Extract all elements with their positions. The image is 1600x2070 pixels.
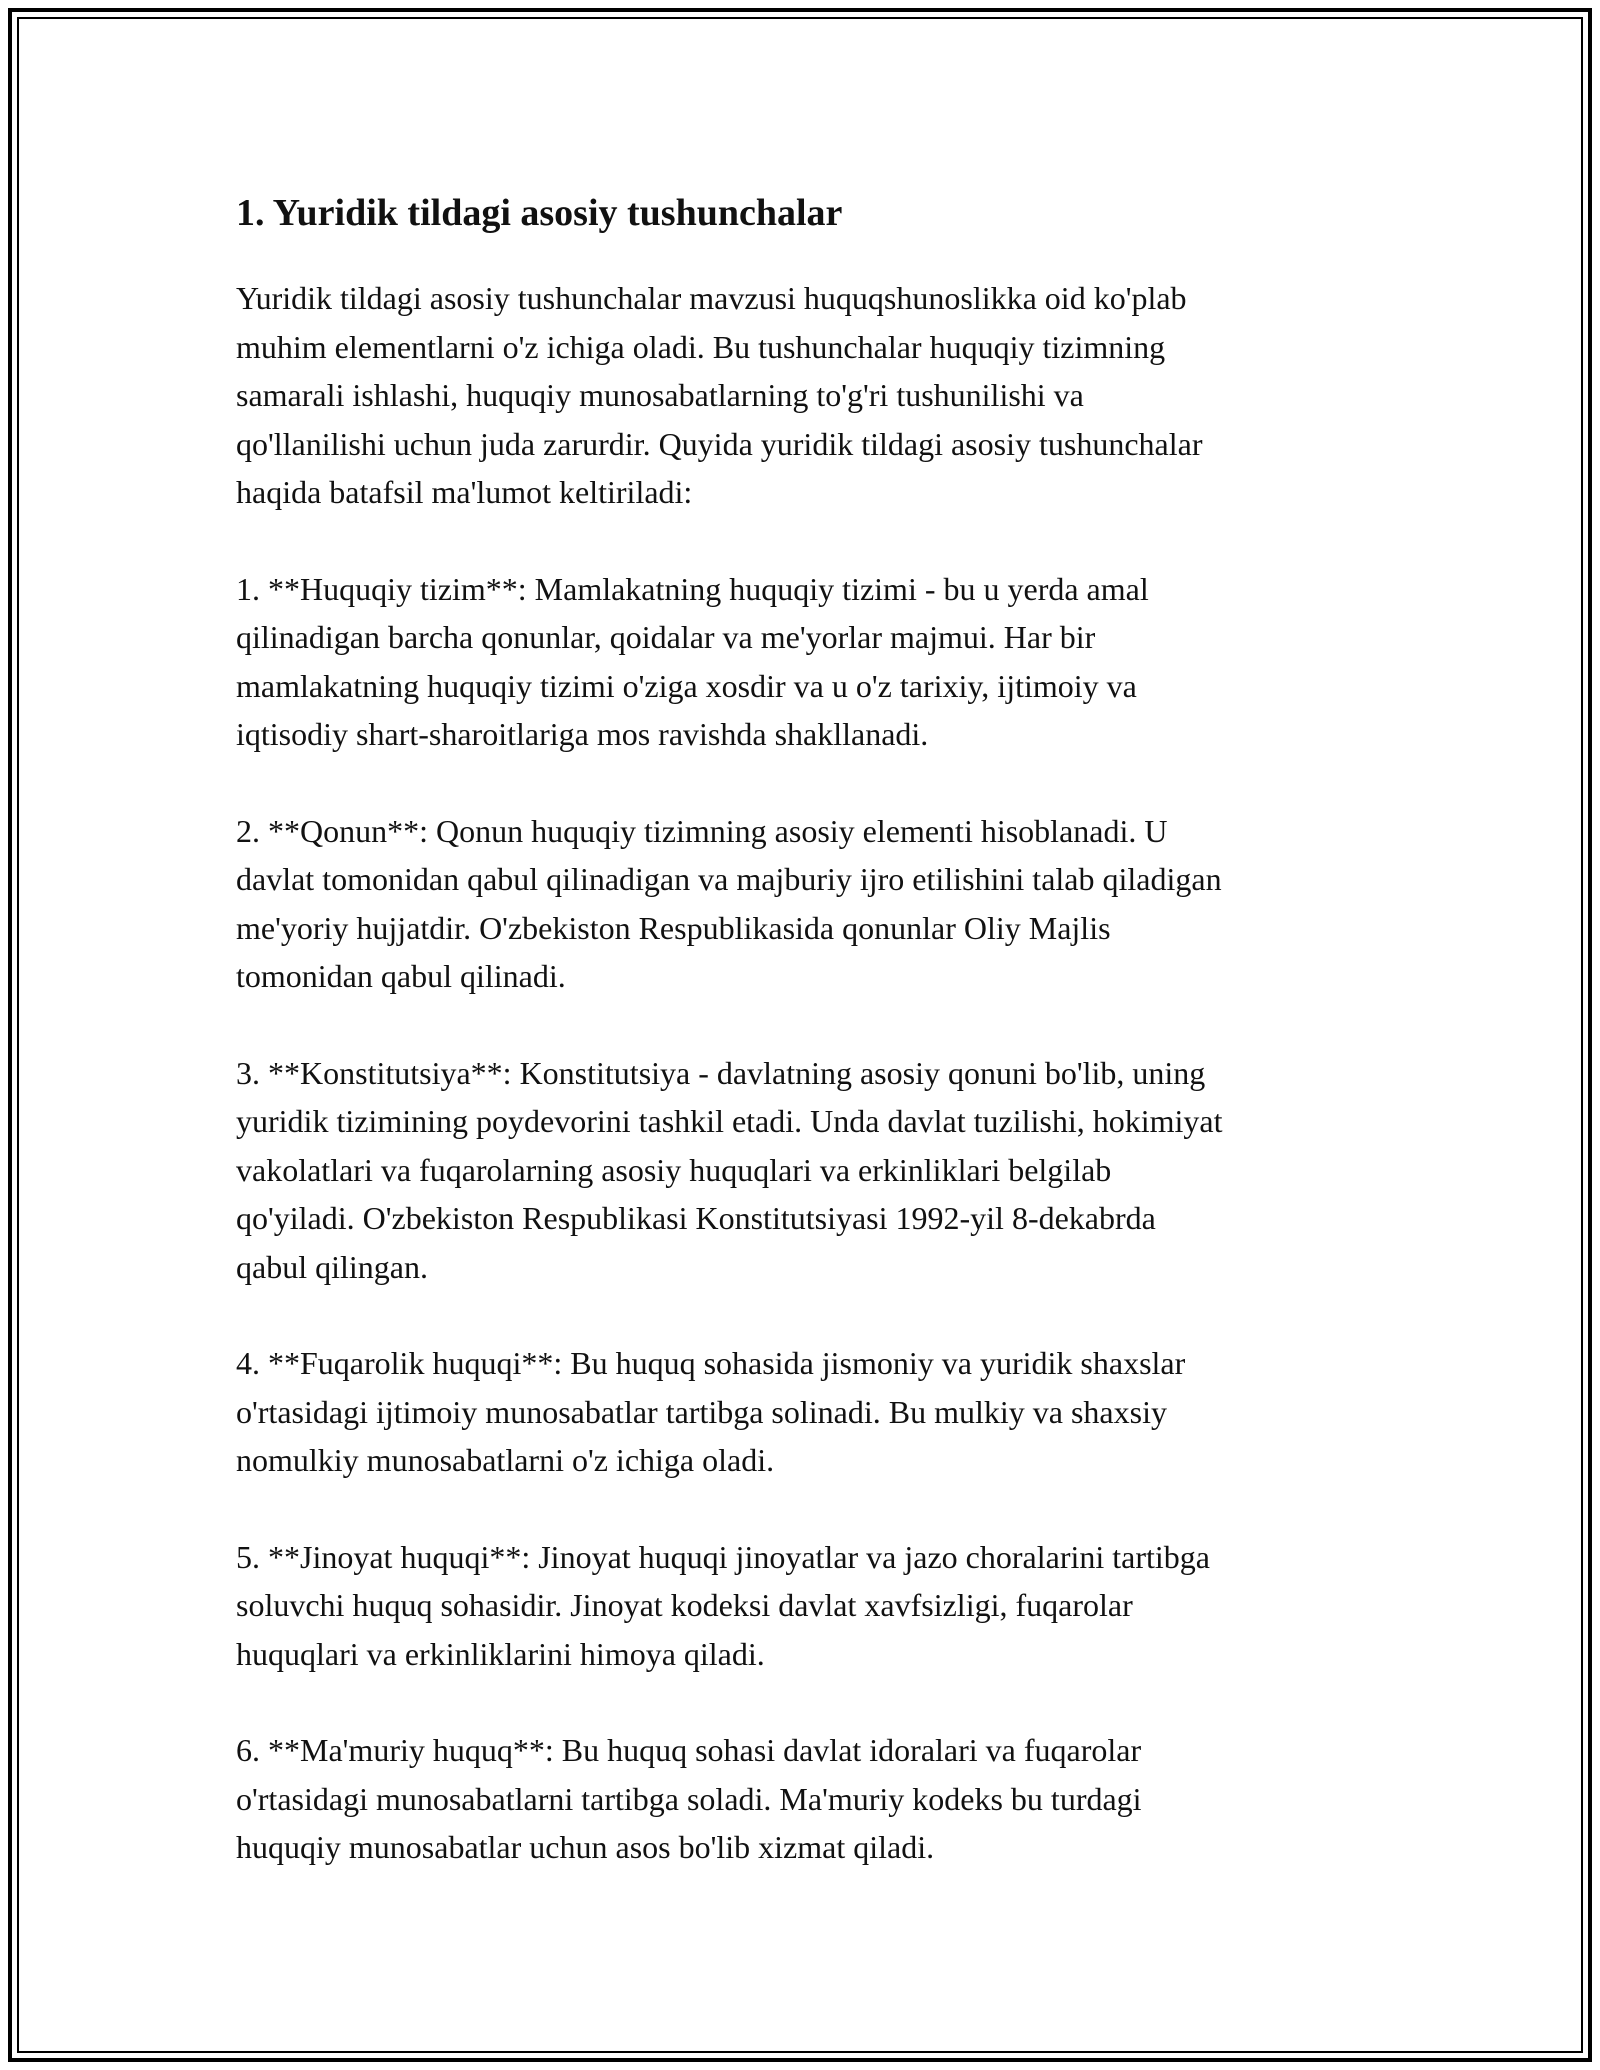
item-jinoyat-huquqi: 5. **Jinoyat huquqi**: Jinoyat huquqi jinoyatlar va jazo choralarini tartibga soluvchi huquq sohasidir. Jinoyat kodeksi davlat xavfsizligi, fuqarolar huquqlari va erkinliklarini himoya qiladi.: [236, 1538, 1210, 1672]
intro-paragraph: Yuridik tildagi asosiy tushunchalar mavzusi huquqshunoslikka oid ko'plab muhim elementlarni o'z ichiga oladi. Bu tushunchalar huquqiy tizimning samarali ishlashi, huquqiy munosabatlarning to'g'ri tushunilishi va qo'llanilishi uchun juda zarurdir. Quyida yuridik tildagi asosiy tushunchalar haqida batafsil ma'lumot keltiriladi:: [236, 280, 1203, 510]
item-mamuriy-huquq: 6. **Ma'muriy huquq**: Bu huquq sohasi davlat idoralari va fuqarolar o'rtasidagi munosabatlarni tartibga soladi. Ma'muriy kodeks bu turdagi huquqiy munosabatlar uchun asos bo'lib xizmat qiladi.: [236, 1732, 1142, 1865]
item-huquqiy-tizim: 1. **Huquqiy tizim**: Mamlakatning huquqiy tizimi - bu u yerda amal qilinadigan barcha qonunlar, qoidalar va me'yorlar majmui. Har bir mamlakatning huquqiy tizimi o'ziga xosdir va u o'z tarixiy, ijtimoiy va iqtisodiy shart-sharoitlariga mos ravishda shakllanadi.: [236, 570, 1149, 752]
item-fuqarolik-huquqi: 4. **Fuqarolik huquqi**: Bu huquq sohasida jismoniy va yuridik shaxslar o'rtasidagi ijtimoiy munosabatlar tartibga solinadi. Bu mulkiy va shaxsiy nomulkiy munosabatlarni o'z ichiga oladi.: [236, 1345, 1186, 1478]
item-konstitutsiya: 3. **Konstitutsiya**: Konstitutsiya - davlatning asosiy qonuni bo'lib, uning yuridik tizimining poydevorini tashkil etadi. Unda davlat tuzilishi, hokimiyat vakolatlari va fuqarolarning asosiy huquqlari va erkinliklari belgilab qo'yiladi. O'zbekiston Respublikasi Konstitutsiyasi 1992-yil 8-dekabrda qabul qilingan.: [236, 1054, 1223, 1285]
item-qonun: 2. **Qonun**: Qonun huquqiy tizimning asosiy elementi hisoblanadi. U davlat tomonidan qabul qilinadigan va majburiy ijro etilishini talab qiladigan me'yoriy hujjatdir. O'zbekiston Respublikasida qonunlar Oliy Majlis tomonidan qabul qilinadi.: [236, 812, 1222, 994]
document-body: [236, 188, 1376, 1920]
section-title: 1. Yuridik tildagi asosiy tushunchalar: [236, 192, 843, 234]
